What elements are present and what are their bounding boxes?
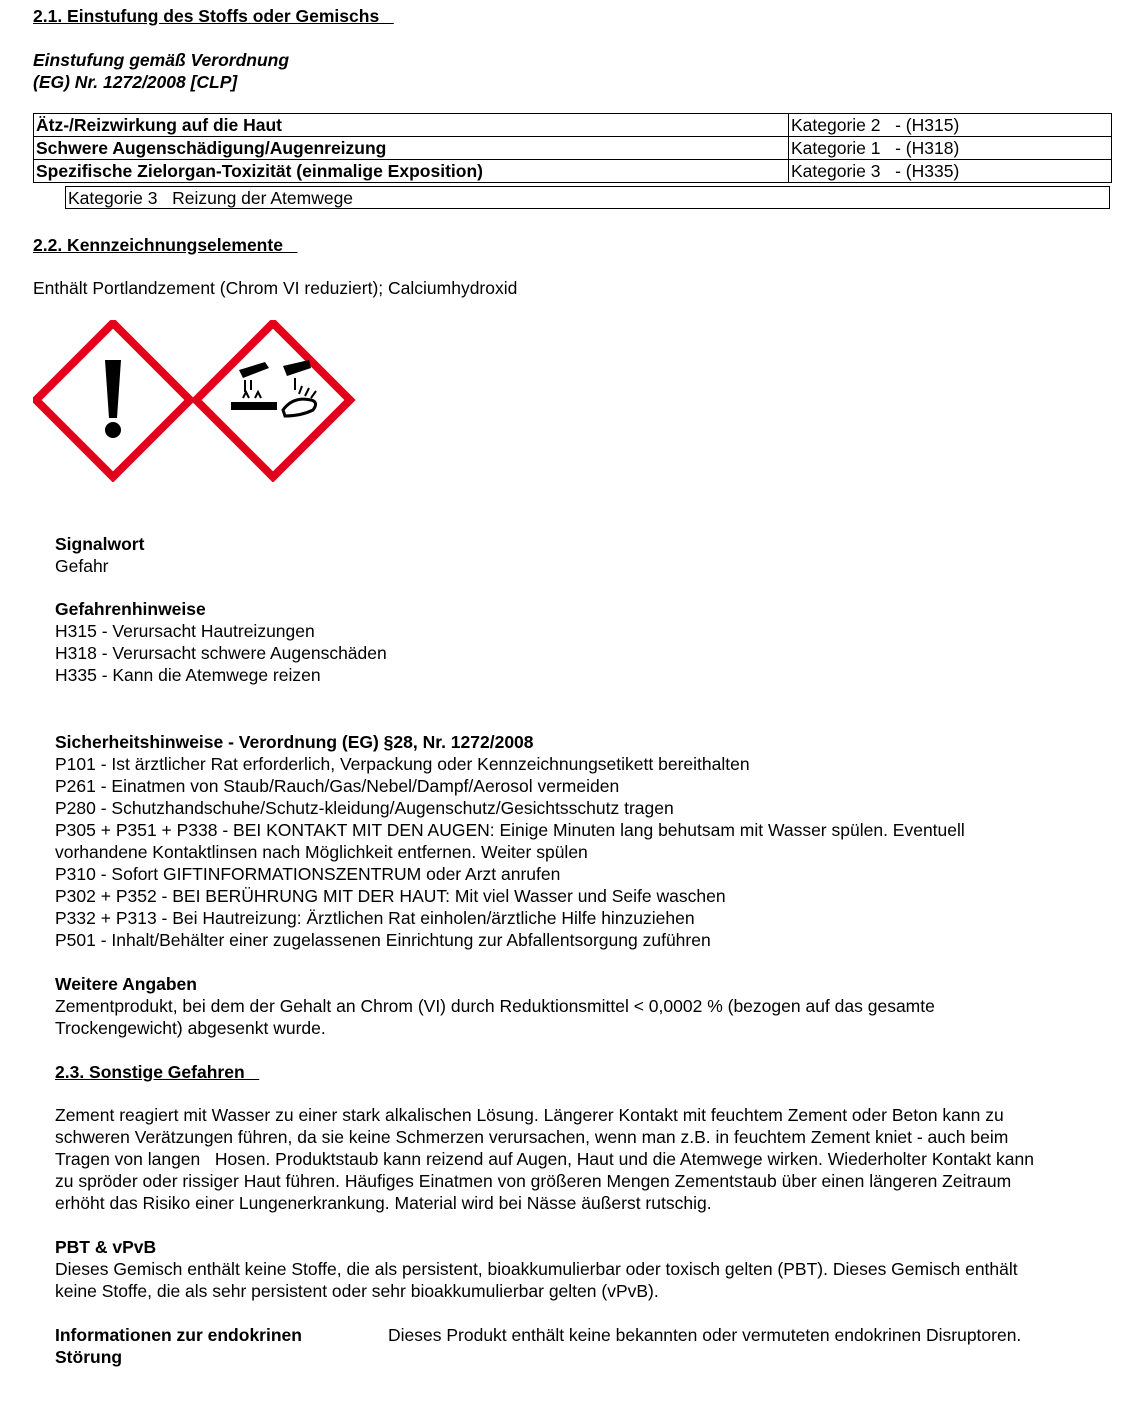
- signal-block: [55, 533, 144, 577]
- ghs-pictograms: [33, 320, 357, 487]
- section-2-2-heading: 2.2. Kennzeichnungselemente: [33, 235, 298, 255]
- paragraph-line: Tragen von langen Hosen. Produktstaub kann reizend auf Augen, Haut und die Atemwege wirken. Wiederholter Kontakt kann: [55, 1149, 1034, 1169]
- safety-statement: vorhandene Kontaktlinsen nach Möglichkeit entfernen. Weiter spülen: [55, 842, 588, 862]
- paragraph-line: zu spröder oder rissiger Haut führen. Häufiges Einatmen von größeren Mengen Zementstaub über einen längeren Zeitraum: [55, 1171, 1012, 1191]
- paragraph-line: erhöht das Risiko einer Lungenerkrankung. Material wird bei Nässe äußerst rutschig.: [55, 1193, 712, 1213]
- paragraph-line: schweren Verätzungen führen, da sie keine Schmerzen verursachen, wenn man z.B. in feuchtem Zement kniet - auch beim: [55, 1127, 1009, 1147]
- endocrine-title-cont: Störung: [55, 1347, 123, 1367]
- classification-label: Spezifische Zielorgan-Toxizität (einmalige Exposition): [34, 160, 789, 183]
- hazard-title: Gefahrenhinweise: [55, 599, 206, 619]
- signal-title: Signalwort: [55, 534, 145, 554]
- exclamation-mark-icon: [33, 320, 357, 482]
- safety-statement: P280 - Schutzhandschuhe/Schutz-kleidung/Augenschutz/Gesichtsschutz tragen: [55, 798, 674, 818]
- hazard-statement: H318 - Verursacht schwere Augenschäden: [55, 643, 387, 663]
- contains-text: Enthält Portlandzement (Chrom VI reduziert); Calciumhydroxid: [33, 278, 518, 298]
- safety-statement: P302 + P352 - BEI BERÜHRUNG MIT DER HAUT: Mit viel Wasser und Seife waschen: [55, 886, 726, 906]
- table-row: [34, 114, 1112, 137]
- hazard-block: [55, 598, 387, 686]
- classification-table: [33, 113, 1112, 183]
- safety-statement: P305 + P351 + P338 - BEI KONTAKT MIT DEN AUGEN: Einige Minuten lang behutsam mit Wasser spülen. Eventuell: [55, 820, 965, 840]
- classification-value: Kategorie 3 - (H335): [789, 160, 1112, 183]
- hazard-statement: H335 - Kann die Atemwege reizen: [55, 665, 321, 685]
- classification-label: Schwere Augenschädigung/Augenreizung: [34, 137, 789, 160]
- pbt-title: PBT & vPvB: [55, 1237, 157, 1257]
- endocrine-text: Dieses Produkt enthält keine bekannten oder vermuteten endokrinen Disruptoren.: [388, 1325, 1022, 1345]
- safety-statement: P501 - Inhalt/Behälter einer zugelassenen Einrichtung zur Abfallentsorgung zuführen: [55, 930, 711, 950]
- further-title: Weitere Angaben: [55, 974, 197, 994]
- section-2-3-heading: 2.3. Sonstige Gefahren: [55, 1062, 260, 1082]
- section-2-1-heading: 2.1. Einstufung des Stoffs oder Gemischs: [33, 6, 394, 26]
- regulation-line-1: Einstufung gemäß Verordnung: [33, 50, 290, 70]
- classification-value: Kategorie 1 - (H318): [789, 137, 1112, 160]
- endocrine-block: [55, 1324, 302, 1368]
- safety-title: Sicherheitshinweise - Verordnung (EG) §28, Nr. 1272/2008: [55, 732, 534, 752]
- further-text: Trockengewicht) abgesenkt wurde.: [55, 1018, 326, 1038]
- safety-block: [55, 731, 965, 951]
- hazard-statement: H315 - Verursacht Hautreizungen: [55, 621, 315, 641]
- classification-subrow: Kategorie 3 Reizung der Atemwege: [65, 186, 1110, 209]
- signal-value: Gefahr: [55, 556, 109, 576]
- safety-statement: P310 - Sofort GIFTINFORMATIONSZENTRUM oder Arzt anrufen: [55, 864, 561, 884]
- safety-statement: P332 + P313 - Bei Hautreizung: Ärztlichen Rat einholen/ärztliche Hilfe hinzuziehen: [55, 908, 695, 928]
- table-row: [34, 137, 1112, 160]
- safety-statement: P101 - Ist ärztlicher Rat erforderlich, Verpackung oder Kennzeichnungsetikett bereithalten: [55, 754, 750, 774]
- paragraph-line: Zement reagiert mit Wasser zu einer stark alkalischen Lösung. Längerer Kontakt mit feuchtem Zement oder Beton kann zu: [55, 1105, 1004, 1125]
- further-text: Zementprodukt, bei dem der Gehalt an Chrom (VI) durch Reduktionsmittel < 0,0002 % (bezogen auf das gesamte: [55, 996, 935, 1016]
- pbt-block: [55, 1236, 1018, 1302]
- pbt-text: Dieses Gemisch enthält keine Stoffe, die als persistent, bioakkumulierbar oder toxisch gelten (PBT). Dieses Gemisch enthält: [55, 1259, 1018, 1279]
- pbt-text: keine Stoffe, die als sehr persistent oder sehr bioakkumulierbar gelten (vPvB).: [55, 1281, 659, 1301]
- further-block: [55, 973, 935, 1039]
- safety-statement: P261 - Einatmen von Staub/Rauch/Gas/Nebel/Dampf/Aerosol vermeiden: [55, 776, 620, 796]
- table-row: [34, 160, 1112, 183]
- corrosion-icon: [196, 323, 350, 477]
- classification-value: Kategorie 2 - (H315): [789, 114, 1112, 137]
- classification-label: Ätz-/Reizwirkung auf die Haut: [34, 114, 789, 137]
- endocrine-title: Informationen zur endokrinen: [55, 1325, 302, 1345]
- other-hazards-text: [55, 1104, 1034, 1214]
- regulation-line-2: (EG) Nr. 1272/2008 [CLP]: [33, 72, 238, 92]
